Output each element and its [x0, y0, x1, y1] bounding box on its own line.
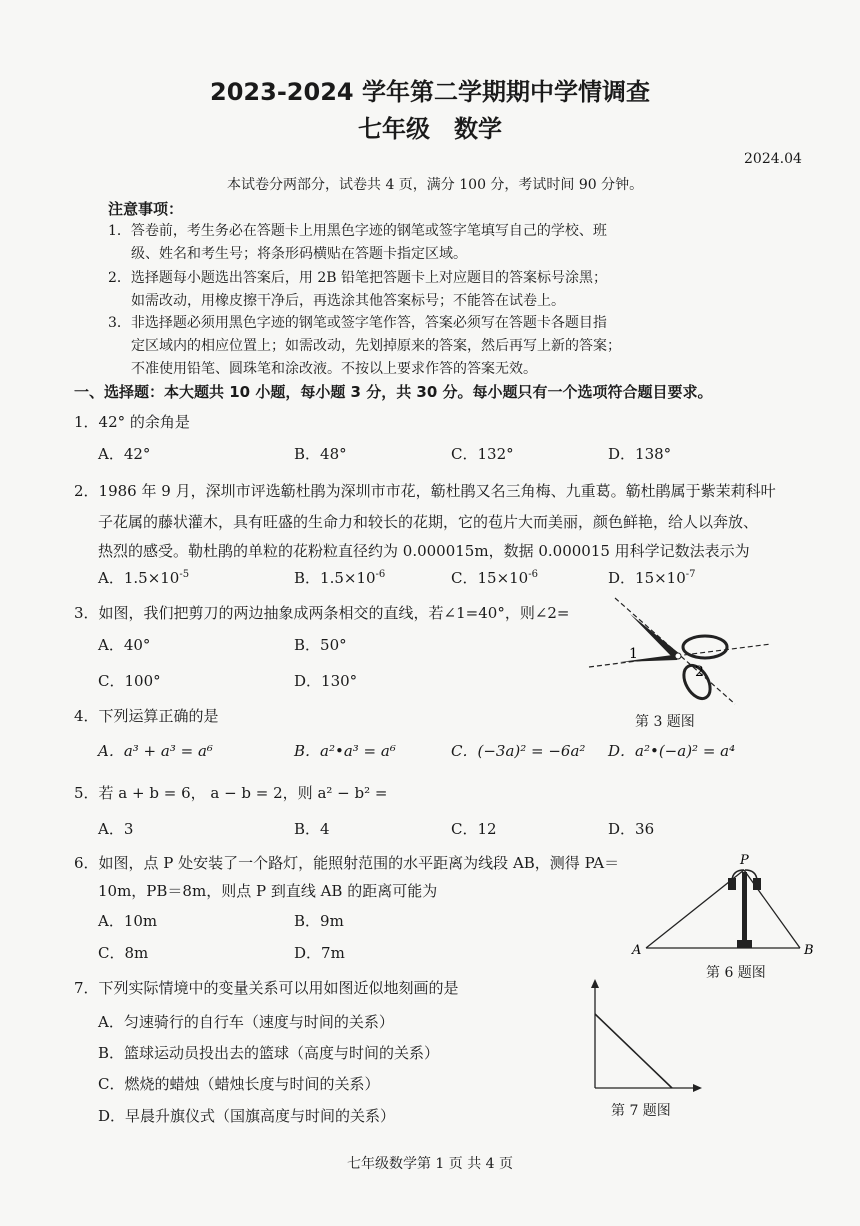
notice-line: 定区域内的相应位置上；如需改动，先划掉原来的答案，然后再写上新的答案； [131, 338, 621, 354]
notice-line: 2．选择题每小题选出答案后，用 2B 铅笔把答题卡上对应题目的答案标号涂黑； [108, 270, 608, 286]
exam-title: 2023-2024 学年第二学期期中学情调查 [210, 78, 650, 106]
q4-option-c: C．(−3a)² = −6a² [451, 742, 586, 760]
q7-caption: 第 7 题图 [611, 1103, 671, 1119]
q6-stem-line1: 6．如图，点 P 处安装了一个路灯，能照射范围的水平距离为线段 AB，测得 PA＝ [74, 854, 620, 872]
q6-option-b: B．9m [294, 912, 344, 930]
q3-option-d: D．130° [294, 672, 358, 690]
q2-stem-line1: 2．1986 年 9 月，深圳市评选簕杜鹃为深圳市市花，簕杜鹃又名三角梅、九重葛。簕杜鹃属于紫茉莉科叶 [74, 482, 776, 500]
q4-stem: 4．下列运算正确的是 [74, 707, 219, 725]
q1-option-b: B．48° [294, 445, 347, 463]
q5-option-c: C．12 [451, 820, 497, 838]
street-lamp-figure [628, 848, 828, 960]
notice-line: 3．非选择题必须用黑色字迹的钢笔或签字笔作答，答案必须写在答题卡各题目指 [108, 315, 607, 331]
point-p-label: P [740, 853, 749, 868]
q2-option-d: D．$15\times 10^{-7}$ [608, 569, 696, 587]
graph-figure [585, 976, 705, 1094]
q5-option-a: A．3 [98, 820, 134, 838]
q7-option-a: A．匀速骑行的自行车（速度与时间的关系） [98, 1013, 394, 1031]
q6-caption: 第 6 题图 [706, 965, 766, 981]
q1-option-c: C．132° [451, 445, 514, 463]
notice-line: 级、姓名和考生号；将条形码横贴在答题卡指定区域。 [131, 246, 467, 262]
q3-option-a: A．40° [98, 636, 151, 654]
q7-stem: 7．下列实际情境中的变量关系可以用如图近似地刻画的是 [74, 979, 459, 997]
scissors-figure [585, 592, 775, 710]
q2-option-b: B．$1.5\times 10^{-6}$ [294, 569, 386, 587]
q5-stem: 5．若 a + b = 6， a − b = 2，则 a² − b² = [74, 784, 388, 802]
point-b-label: B [804, 943, 814, 958]
page-footer: 七年级数学第 1 页 共 4 页 [346, 1156, 514, 1172]
q6-option-a: A．10m [98, 912, 158, 930]
q6-option-d: D．7m [294, 944, 345, 962]
q3-caption: 第 3 题图 [635, 714, 695, 730]
q7-option-d: D．早晨升旗仪式（国旗高度与时间的关系） [98, 1107, 396, 1125]
q4-option-d: D．a²•(−a)² = a⁴ [608, 742, 736, 760]
q7-option-b: B．篮球运动员投出去的篮球（高度与时间的关系） [98, 1044, 440, 1062]
exam-intro: 本试卷分两部分，试卷共 4 页，满分 100 分，考试时间 90 分钟。 [227, 177, 644, 193]
q3-option-b: B．50° [294, 636, 347, 654]
q1-stem: 1．42° 的余角是 [74, 413, 190, 431]
q2-option-a: A．$1.5\times 10^{-5}$ [98, 569, 190, 587]
section-heading: 一、选择题：本大题共 10 小题，每小题 3 分，共 30 分。每小题只有一个选项符合题目要求。 [74, 383, 713, 401]
q3-option-c: C．100° [98, 672, 161, 690]
q1-option-a: A．42° [98, 445, 151, 463]
angle-1-label: 1 [629, 646, 638, 662]
notice-line: 不准使用铅笔、圆珠笔和涂改液。不按以上要求作答的答案无效。 [131, 361, 537, 377]
notice-line: 1．答卷前，考生务必在答题卡上用黑色字迹的钢笔或签字笔填写自己的学校、班 [108, 223, 607, 239]
notice-line: 如需改动，用橡皮擦干净后，再选涂其他答案标号；不能答在试卷上。 [131, 293, 565, 309]
q5-option-b: B．4 [294, 820, 330, 838]
q2-stem-line3: 热烈的感受。勒杜鹃的单粒的花粉粒直径约为 0.000015m，数据 0.000015 用科学记数法表示为 [98, 542, 750, 560]
q5-option-d: D．36 [608, 820, 655, 838]
angle-2-label: 2 [695, 664, 704, 680]
notice-heading: 注意事项： [108, 200, 184, 218]
q2-option-c: C．$15\times 10^{-6}$ [451, 569, 538, 587]
q7-option-c: C．燃烧的蜡烛（蜡烛长度与时间的关系） [98, 1075, 380, 1093]
exam-date: 2024.04 [744, 151, 802, 167]
q6-option-c: C．8m [98, 944, 149, 962]
q2-stem-line2: 子花属的藤状灌木，具有旺盛的生命力和较长的花期，它的苞片大而美丽，颜色鲜艳，给人以奔放、 [98, 513, 759, 531]
q1-option-d: D．138° [608, 445, 672, 463]
q4-option-b: B．a²•a³ = a⁶ [294, 742, 396, 760]
point-a-label: A [632, 943, 642, 958]
q4-option-a: A．a³ + a³ = a⁶ [98, 742, 213, 760]
q6-stem-line2: 10m，PB＝8m，则点 P 到直线 AB 的距离可能为 [98, 882, 438, 900]
exam-subtitle: 七年级 数学 [358, 115, 502, 143]
q3-stem: 3．如图，我们把剪刀的两边抽象成两条相交的直线，若∠1=40°，则∠2= [74, 604, 570, 622]
